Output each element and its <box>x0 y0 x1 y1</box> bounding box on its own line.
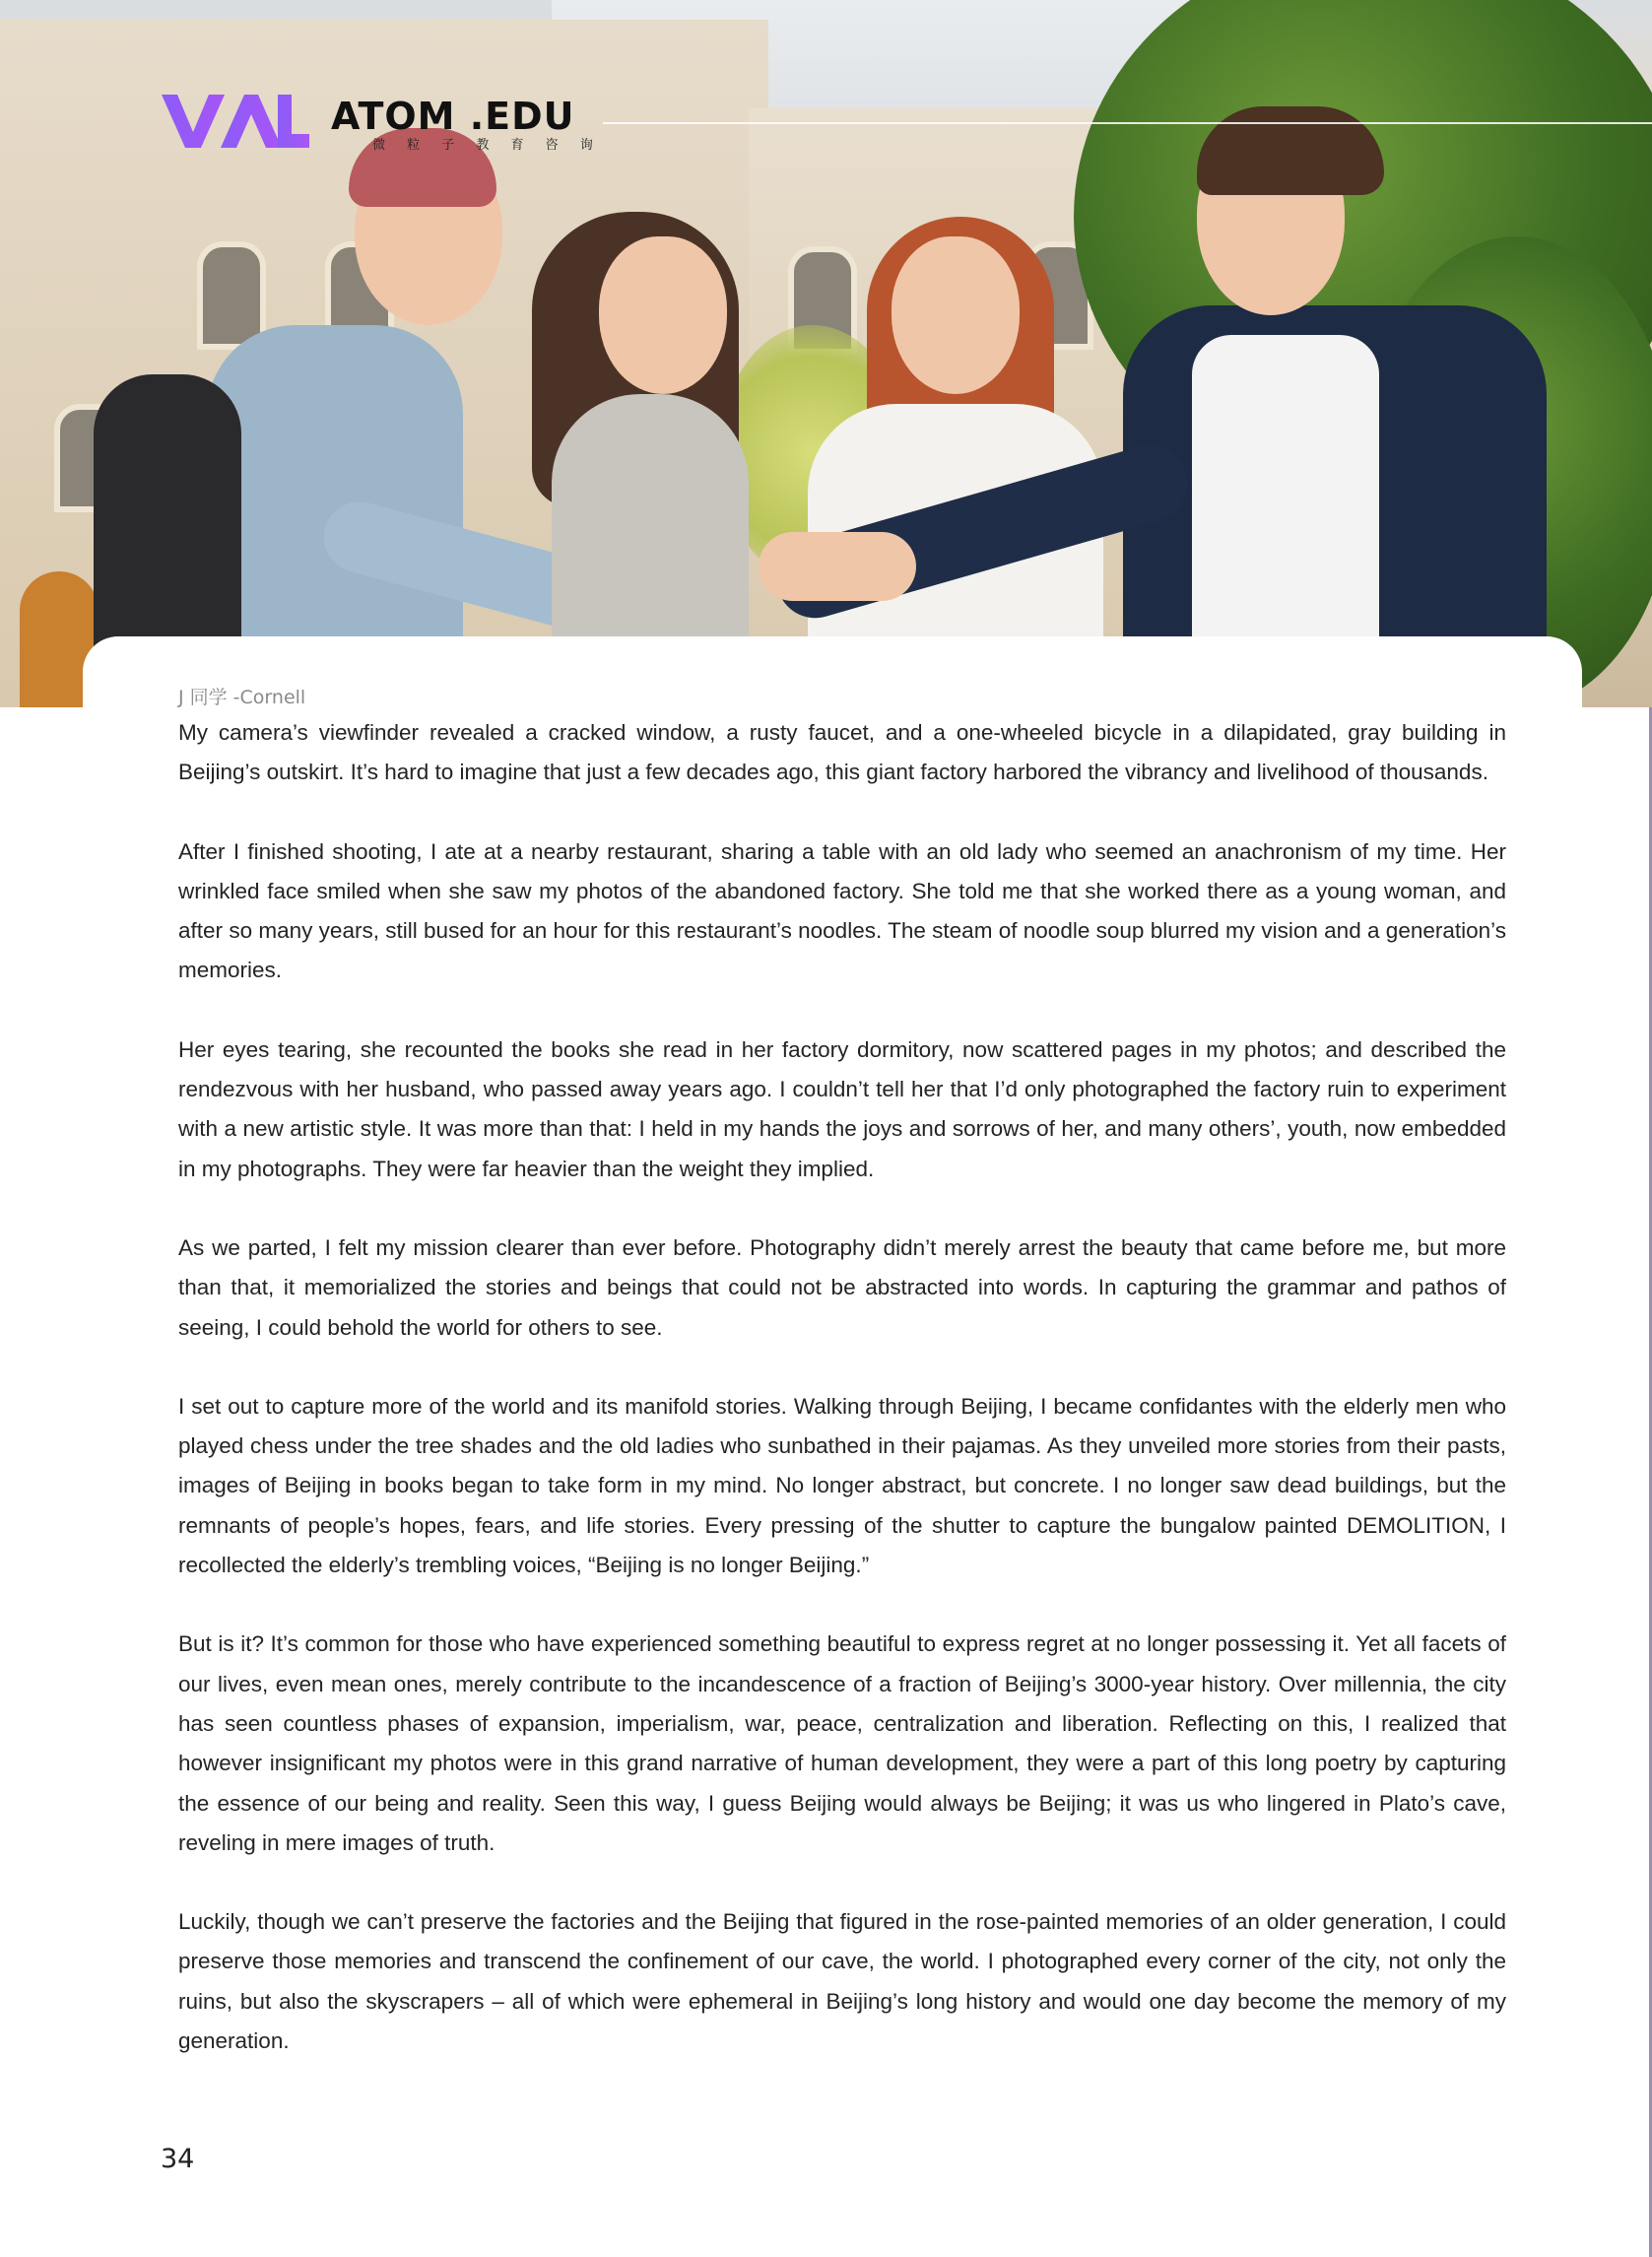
essay-paragraph: Her eyes tearing, she recounted the books she read in her factory dormitory, now scattered pages in my photos; and described the rendezvous with her husband, who passed away years ago. I couldn’t tell her that I’d only photographed the factory ruin to experiment with a new artistic style. It was more than that: I held in my hands the joys and sorrows of her, and many others’, youth, now embedded in my photographs. They were far heavier than the weight they implied. <box>178 1036 1506 1181</box>
page-number: 34 <box>161 2144 195 2174</box>
brand-logo <box>162 95 602 154</box>
header-divider <box>603 122 1652 124</box>
essay-paragraph: After I finished shooting, I ate at a nearby restaurant, sharing a table with an old lady who seemed an anachronism of my time. Her wrinkled face smiled when she saw my photos of the abandoned factory. She told me that she worked there as a young woman, and after so many years, still bused for an hour for this restaurant’s noodles. The steam of noodle soup blurred my vision and a generation’s memories. <box>178 838 1506 983</box>
val-logo-icon <box>162 95 309 148</box>
essay-paragraph: Luckily, though we can’t preserve the factories and the Beijing that figured in the rose-painted memories of an older generation, I could preserve those memories and transcend the confinement of our cave, the world. I photographed every corner of the city, not only the ruins, but also the skyscrapers – all of which were ephemeral in Beijing’s long history and would one day become the memory of my generation. <box>178 1909 1506 2054</box>
brand-name: ATOM .EDU <box>331 95 575 138</box>
essay-paragraph: As we parted, I felt my mission clearer than ever before. Photography didn’t merely arrest the beauty that came before me, but more than that, it memorialized the stories and beings that could not be abstracted into words. In capturing the grammar and pathos of seeing, I could behold the world for others to see. <box>178 1234 1506 1340</box>
essay-paragraph: I set out to capture more of the world and its manifold stories. Walking through Beijing, I became confidantes with the elderly men who played chess under the tree shades and the old ladies who sunbathed in their pajamas. As they unveiled more stories from their pasts, images of Beijing in books began to take form in my mind. No longer abstract, but concrete. I no longer saw dead buildings, but the remnants of people’s hopes, fears, and life stories. Every pressing of the shutter to capture the bungalow painted DEMOLITION, I recollected the elderly’s trembling voices, “Beijing is no longer Beijing.” <box>178 1393 1506 1578</box>
brand-tagline: 微 粒 子 教 育 咨 询 <box>372 138 602 153</box>
essay-paragraph: My camera’s viewfinder revealed a cracked window, a rusty faucet, and a one-wheeled bicycle in a dilapidated, gray building in Beijing’s outskirt. It’s hard to imagine that just a few decades ago, this giant factory harbored the vibrancy and livelihood of thousands. <box>178 720 1506 785</box>
essay-body <box>178 713 1506 2100</box>
stacked-hands <box>759 532 916 601</box>
author-credit: J 同学 -Cornell <box>178 687 306 708</box>
essay-paragraph: But is it? It’s common for those who have experienced something beautiful to express regret at no longer possessing it. Yet all facets of our lives, even mean ones, merely contribute to the incandescence of a fraction of Beijing’s 3000-year history. Over millennia, the city has seen countless phases of expansion, imperialism, war, peace, centralization and liberation. Reflecting on this, I realized that however insignificant my photos were in this grand narrative of human development, they were a part of this long poetry by capturing the essence of our being and reality. Seen this way, I guess Beijing would always be Beijing; it was us who lingered in Plato’s cave, reveling in mere images of truth. <box>178 1631 1506 1855</box>
